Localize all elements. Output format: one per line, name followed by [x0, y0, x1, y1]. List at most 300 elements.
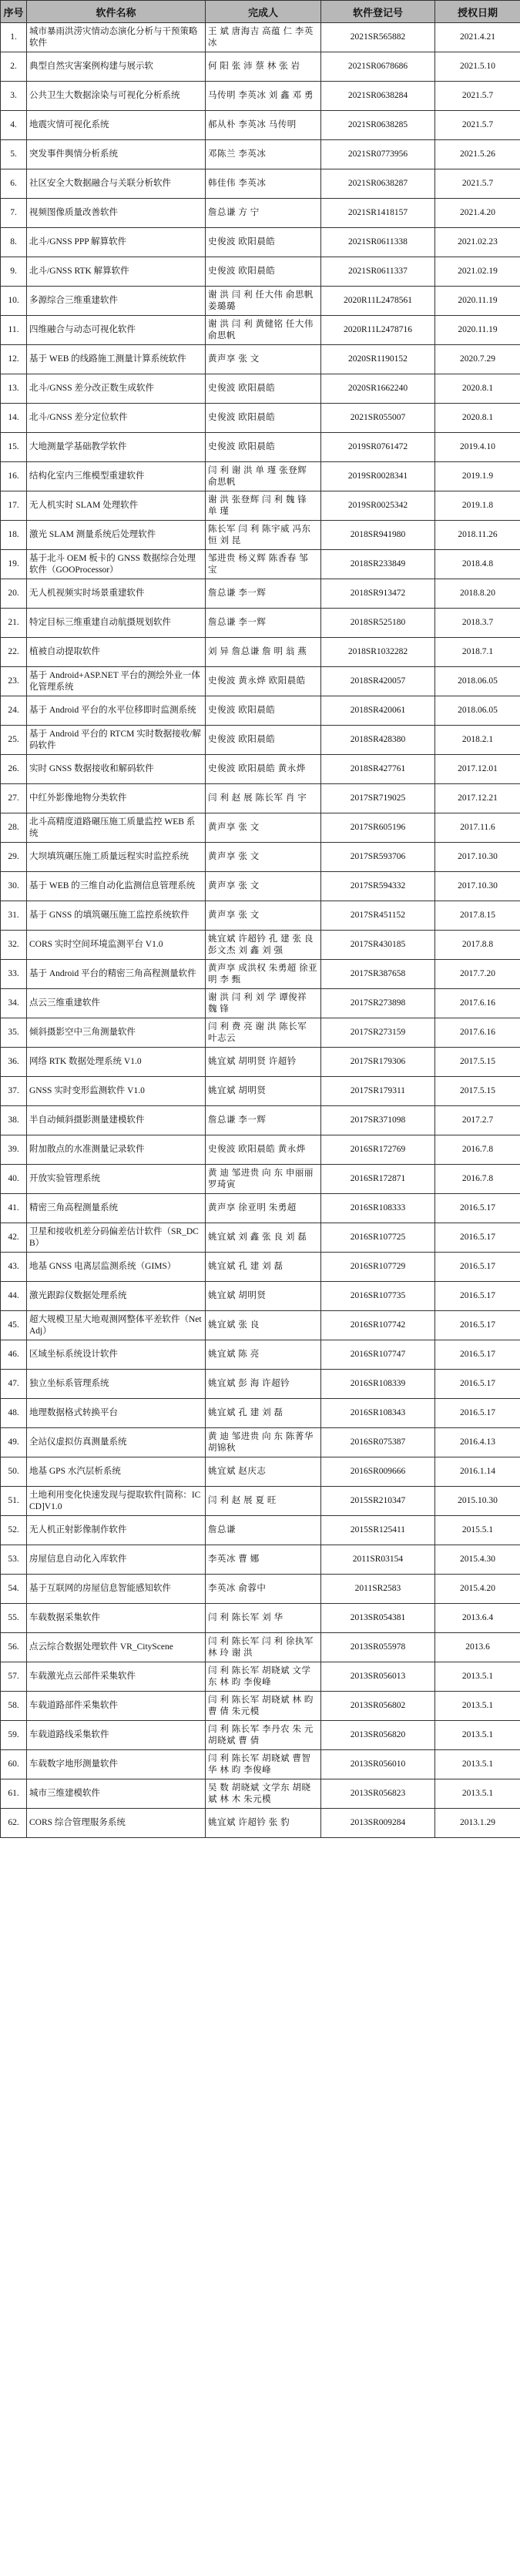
software-name-cell: 车载数字地形测量软件 — [27, 1750, 206, 1779]
authorization-date-cell: 2013.1.29 — [435, 1809, 520, 1838]
authorization-date-cell: 2016.5.17 — [435, 1223, 520, 1253]
column-header-registration-number: 软件登记号 — [321, 1, 435, 23]
registration-number-cell: 2018SR913472 — [321, 579, 435, 609]
authorization-date-cell: 2018.06.05 — [435, 667, 520, 696]
authorization-date-cell: 2019.1.9 — [435, 462, 520, 491]
authors-cell: 姚宜斌 许超钤 张 豹 — [206, 1809, 321, 1838]
registration-number-cell: 2017SR605196 — [321, 813, 435, 843]
table-row — [1, 169, 520, 199]
authors-cell: 闫 利 陈长军 闫 利 徐执军 林 玲 谢 洪 — [206, 1633, 321, 1662]
row-number-cell: 24. — [1, 696, 27, 726]
row-number-cell: 45. — [1, 1311, 27, 1340]
table-row — [1, 1282, 520, 1311]
software-name-cell: 车载道路部件采集软件 — [27, 1692, 206, 1721]
registration-number-cell: 2013SR056823 — [321, 1779, 435, 1809]
software-name-cell: CORS 实时空间环境监测平台 V1.0 — [27, 931, 206, 960]
authorization-date-cell: 2017.12.21 — [435, 784, 520, 813]
table-row — [1, 1721, 520, 1750]
software-name-cell: 精密三角高程测量系统 — [27, 1194, 206, 1223]
registration-number-cell: 2021SR1418157 — [321, 199, 435, 228]
authorization-date-cell: 2018.11.26 — [435, 521, 520, 550]
authorization-date-cell: 2017.5.15 — [435, 1077, 520, 1106]
table-row — [1, 287, 520, 316]
row-number-cell: 44. — [1, 1282, 27, 1311]
registration-number-cell: 2017SR593706 — [321, 843, 435, 872]
authorization-date-cell: 2016.1.14 — [435, 1457, 520, 1487]
authorization-date-cell: 2019.4.10 — [435, 433, 520, 462]
authors-cell: 黄声享 张 文 — [206, 345, 321, 374]
authorization-date-cell: 2016.5.17 — [435, 1311, 520, 1340]
authorization-date-cell: 2016.5.17 — [435, 1340, 520, 1370]
authorization-date-cell: 2017.8.15 — [435, 901, 520, 931]
registration-number-cell: 2016SR108339 — [321, 1370, 435, 1399]
registration-number-cell: 2011SR2583 — [321, 1575, 435, 1604]
authorization-date-cell: 2017.6.16 — [435, 1018, 520, 1048]
authorization-date-cell: 2017.10.30 — [435, 843, 520, 872]
registration-number-cell: 2021SR565882 — [321, 23, 435, 52]
authors-cell: 史俊波 欧阳晨皓 — [206, 726, 321, 755]
authorization-date-cell: 2018.4.8 — [435, 550, 520, 579]
authorization-date-cell: 2018.06.05 — [435, 696, 520, 726]
authors-cell: 史俊波 黄永烨 欧阳晨皓 — [206, 667, 321, 696]
table-row — [1, 960, 520, 989]
row-number-cell: 39. — [1, 1135, 27, 1165]
authorization-date-cell: 2017.7.20 — [435, 960, 520, 989]
table-row — [1, 491, 520, 521]
software-name-cell: 大地测量学基础教学软件 — [27, 433, 206, 462]
row-number-cell: 57. — [1, 1662, 27, 1692]
authors-cell: 谢 洪 闫 利 刘 学 谭俊祥 魏 锋 — [206, 989, 321, 1018]
software-name-cell: 独立坐标系管理系统 — [27, 1370, 206, 1399]
authors-cell: 闫 利 陈长军 胡晓斌 林 昀 曹 倩 朱元模 — [206, 1692, 321, 1721]
table-row — [1, 1779, 520, 1809]
table-row — [1, 462, 520, 491]
registration-number-cell: 2015SR210347 — [321, 1487, 435, 1516]
authors-cell: 马传明 李英冰 刘 鑫 邓 勇 — [206, 82, 321, 111]
authors-cell: 谢 洪 张登辉 闫 利 魏 锋 单 瑾 — [206, 491, 321, 521]
registration-number-cell: 2017SR387658 — [321, 960, 435, 989]
authorization-date-cell: 2021.02.23 — [435, 228, 520, 257]
authors-cell: 史俊波 欧阳晨皓 — [206, 257, 321, 287]
authorization-date-cell: 2020.8.1 — [435, 374, 520, 404]
row-number-cell: 8. — [1, 228, 27, 257]
table-row — [1, 1428, 520, 1457]
registration-number-cell: 2016SR108343 — [321, 1399, 435, 1428]
row-number-cell: 34. — [1, 989, 27, 1018]
table-row — [1, 316, 520, 345]
row-number-cell: 41. — [1, 1194, 27, 1223]
table-row — [1, 111, 520, 140]
row-number-cell: 31. — [1, 901, 27, 931]
table-row — [1, 813, 520, 843]
software-name-cell: 半自动倾斜摄影测量建模软件 — [27, 1106, 206, 1135]
table-row — [1, 1135, 520, 1165]
authorization-date-cell: 2013.5.1 — [435, 1750, 520, 1779]
registration-number-cell: 2018SR941980 — [321, 521, 435, 550]
table-row — [1, 1077, 520, 1106]
row-number-cell: 47. — [1, 1370, 27, 1399]
table-header — [1, 1, 520, 23]
registration-number-cell: 2017SR430185 — [321, 931, 435, 960]
authorization-date-cell: 2021.5.10 — [435, 52, 520, 82]
header-row — [1, 1, 520, 23]
software-name-cell: 植被自动提取软件 — [27, 638, 206, 667]
row-number-cell: 51. — [1, 1487, 27, 1516]
software-name-cell: 网络 RTK 数据处理系统 V1.0 — [27, 1048, 206, 1077]
row-number-cell: 37. — [1, 1077, 27, 1106]
authorization-date-cell: 2013.5.1 — [435, 1721, 520, 1750]
table-row — [1, 1692, 520, 1721]
software-name-cell: 城市三维建模软件 — [27, 1779, 206, 1809]
software-name-cell: 土地利用变化快速发现与提取软件[简称：ICCD]V1.0 — [27, 1487, 206, 1516]
column-header-number: 序号 — [1, 1, 27, 23]
software-name-cell: 车载道路线采集软件 — [27, 1721, 206, 1750]
authorization-date-cell: 2017.2.7 — [435, 1106, 520, 1135]
row-number-cell: 14. — [1, 404, 27, 433]
registration-number-cell: 2019SR0761472 — [321, 433, 435, 462]
authorization-date-cell: 2013.5.1 — [435, 1662, 520, 1692]
authors-cell: 姚宜斌 孔 建 刘 磊 — [206, 1253, 321, 1282]
row-number-cell: 9. — [1, 257, 27, 287]
authors-cell: 黄声享 徐亚明 朱勇超 — [206, 1194, 321, 1223]
authors-cell: 詹总谦 李一辉 — [206, 609, 321, 638]
row-number-cell: 19. — [1, 550, 27, 579]
registration-number-cell: 2018SR233849 — [321, 550, 435, 579]
registration-number-cell: 2017SR451152 — [321, 901, 435, 931]
row-number-cell: 10. — [1, 287, 27, 316]
authorization-date-cell: 2021.5.7 — [435, 169, 520, 199]
software-name-cell: 北斗高精度道路碾压施工质量监控 WEB 系统 — [27, 813, 206, 843]
authorization-date-cell: 2013.6 — [435, 1633, 520, 1662]
table-row — [1, 433, 520, 462]
authorization-date-cell: 2015.5.1 — [435, 1516, 520, 1545]
authorization-date-cell: 2016.5.17 — [435, 1253, 520, 1282]
authorization-date-cell: 2017.8.8 — [435, 931, 520, 960]
table-row — [1, 1516, 520, 1545]
table-row — [1, 784, 520, 813]
authors-cell: 史俊波 欧阳晨皓 — [206, 696, 321, 726]
authorization-date-cell: 2021.5.26 — [435, 140, 520, 169]
table-row — [1, 1106, 520, 1135]
table-row — [1, 521, 520, 550]
software-name-cell: 中红外影像地物分类软件 — [27, 784, 206, 813]
table-row — [1, 1370, 520, 1399]
authors-cell: 姚宜斌 胡明贤 许超钤 — [206, 1048, 321, 1077]
row-number-cell: 27. — [1, 784, 27, 813]
registration-number-cell: 2018SR525180 — [321, 609, 435, 638]
software-name-cell: 卫星和接收机差分码偏差估计软件（SR_DCB） — [27, 1223, 206, 1253]
row-number-cell: 4. — [1, 111, 27, 140]
registration-number-cell: 2016SR075387 — [321, 1428, 435, 1457]
registration-number-cell: 2021SR0611337 — [321, 257, 435, 287]
registration-number-cell: 2019SR0025342 — [321, 491, 435, 521]
authors-cell: 黄 迪 邹进贵 向 东 陈菁华 胡锦秋 — [206, 1428, 321, 1457]
software-name-cell: 北斗/GNSS 差分定位软件 — [27, 404, 206, 433]
registration-number-cell: 2021SR0638285 — [321, 111, 435, 140]
row-number-cell: 48. — [1, 1399, 27, 1428]
software-name-cell: 无人机视频实时场景重建软件 — [27, 579, 206, 609]
software-name-cell: 结构化室内三维模型重建软件 — [27, 462, 206, 491]
software-name-cell: 四维融合与动态可视化软件 — [27, 316, 206, 345]
table-row — [1, 1253, 520, 1282]
authors-cell: 史俊波 欧阳晨皓 — [206, 374, 321, 404]
table-row — [1, 1750, 520, 1779]
table-row — [1, 52, 520, 82]
software-name-cell: 北斗/GNSS PPP 解算软件 — [27, 228, 206, 257]
authors-cell: 姚宜斌 张 良 — [206, 1311, 321, 1340]
authors-cell: 陈长军 闫 利 陈宇威 冯东恒 刘 昆 — [206, 521, 321, 550]
software-name-cell: 点云综合数据处理软件 VR_CityScene — [27, 1633, 206, 1662]
registration-number-cell: 2017SR273898 — [321, 989, 435, 1018]
authorization-date-cell: 2021.02.19 — [435, 257, 520, 287]
row-number-cell: 12. — [1, 345, 27, 374]
table-row — [1, 843, 520, 872]
authors-cell: 史俊波 欧阳晨皓 — [206, 228, 321, 257]
registration-number-cell: 2018SR427761 — [321, 755, 435, 784]
authors-cell: 李英冰 曹 娜 — [206, 1545, 321, 1575]
authorization-date-cell: 2017.10.30 — [435, 872, 520, 901]
row-number-cell: 62. — [1, 1809, 27, 1838]
authorization-date-cell: 2017.5.15 — [435, 1048, 520, 1077]
row-number-cell: 13. — [1, 374, 27, 404]
row-number-cell: 11. — [1, 316, 27, 345]
registration-number-cell: 2016SR108333 — [321, 1194, 435, 1223]
row-number-cell: 26. — [1, 755, 27, 784]
table-row — [1, 638, 520, 667]
table-row — [1, 1399, 520, 1428]
table-row — [1, 23, 520, 52]
table-row — [1, 257, 520, 287]
row-number-cell: 1. — [1, 23, 27, 52]
row-number-cell: 52. — [1, 1516, 27, 1545]
registration-number-cell: 2018SR420057 — [321, 667, 435, 696]
authorization-date-cell: 2021.4.21 — [435, 23, 520, 52]
row-number-cell: 35. — [1, 1018, 27, 1048]
table-row — [1, 1018, 520, 1048]
row-number-cell: 25. — [1, 726, 27, 755]
authors-cell: 谢 洪 闫 利 任大伟 俞思帆 姜璐璐 — [206, 287, 321, 316]
row-number-cell: 18. — [1, 521, 27, 550]
row-number-cell: 7. — [1, 199, 27, 228]
registration-number-cell: 2016SR172769 — [321, 1135, 435, 1165]
registration-number-cell: 2019SR0028341 — [321, 462, 435, 491]
table-row — [1, 901, 520, 931]
authors-cell: 闫 利 陈长军 刘 华 — [206, 1604, 321, 1633]
registration-number-cell: 2016SR107725 — [321, 1223, 435, 1253]
authors-cell: 闫 利 陈长军 胡晓斌 曹智华 林 昀 李俊峰 — [206, 1750, 321, 1779]
registration-number-cell: 2021SR0678686 — [321, 52, 435, 82]
row-number-cell: 16. — [1, 462, 27, 491]
registration-number-cell: 2016SR172871 — [321, 1165, 435, 1194]
row-number-cell: 5. — [1, 140, 27, 169]
authors-cell: 詹总谦 李一辉 — [206, 579, 321, 609]
table-row — [1, 1604, 520, 1633]
software-name-cell: 北斗/GNSS RTK 解算软件 — [27, 257, 206, 287]
registration-number-cell: 2020SR1190152 — [321, 345, 435, 374]
registration-number-cell: 2013SR054381 — [321, 1604, 435, 1633]
authors-cell: 黄声享 张 文 — [206, 872, 321, 901]
software-name-cell: 基于 Android 平台的 RTCM 实时数据接收/解码软件 — [27, 726, 206, 755]
authorization-date-cell: 2016.5.17 — [435, 1282, 520, 1311]
registration-number-cell: 2013SR009284 — [321, 1809, 435, 1838]
authorization-date-cell: 2016.5.17 — [435, 1194, 520, 1223]
authors-cell: 史俊波 欧阳晨皓 黄永烨 — [206, 1135, 321, 1165]
authorization-date-cell: 2021.5.7 — [435, 111, 520, 140]
software-name-cell: 激光 SLAM 测量系统后处理软件 — [27, 521, 206, 550]
registration-number-cell: 2015SR125411 — [321, 1516, 435, 1545]
software-name-cell: 城市暴雨洪涝灾情动态演化分析与干预策略软件 — [27, 23, 206, 52]
software-name-cell: 突发事件舆情分析系统 — [27, 140, 206, 169]
authors-cell: 姚宜斌 胡明贤 — [206, 1282, 321, 1311]
authors-cell: 何 阳 张 沛 蔡 林 张 岩 — [206, 52, 321, 82]
authorization-date-cell: 2017.12.01 — [435, 755, 520, 784]
row-number-cell: 28. — [1, 813, 27, 843]
software-name-cell: 社区安全大数据融合与关联分析软件 — [27, 169, 206, 199]
column-header-authorization-date: 授权日期 — [435, 1, 520, 23]
authorization-date-cell: 2021.4.20 — [435, 199, 520, 228]
authorization-date-cell: 2015.10.30 — [435, 1487, 520, 1516]
authors-cell: 闫 利 赵 展 夏 旺 — [206, 1487, 321, 1516]
authors-cell: 刘 异 詹总谦 詹 明 翁 燕 — [206, 638, 321, 667]
table-row — [1, 1457, 520, 1487]
authorization-date-cell: 2020.11.19 — [435, 287, 520, 316]
authorization-date-cell: 2017.6.16 — [435, 989, 520, 1018]
row-number-cell: 30. — [1, 872, 27, 901]
registration-number-cell: 2017SR594332 — [321, 872, 435, 901]
authors-cell: 黄声享 张 文 — [206, 813, 321, 843]
software-name-cell: 特定目标三维重建自动航摄规划软件 — [27, 609, 206, 638]
table-row — [1, 1048, 520, 1077]
authors-cell: 邓陈兰 李英冰 — [206, 140, 321, 169]
row-number-cell: 50. — [1, 1457, 27, 1487]
software-name-cell: 车载激光点云部件采集软件 — [27, 1662, 206, 1692]
software-name-cell: 激光跟踪仪数据处理系统 — [27, 1282, 206, 1311]
authorization-date-cell: 2016.7.8 — [435, 1165, 520, 1194]
registration-number-cell: 2011SR03154 — [321, 1545, 435, 1575]
table-row — [1, 374, 520, 404]
authors-cell: 谢 洪 闫 利 黄健铭 任大伟 俞思帆 — [206, 316, 321, 345]
row-number-cell: 40. — [1, 1165, 27, 1194]
authors-cell: 詹总谦 李一辉 — [206, 1106, 321, 1135]
row-number-cell: 42. — [1, 1223, 27, 1253]
authors-cell: 闫 利 赵 展 陈长军 肖 宇 — [206, 784, 321, 813]
authorization-date-cell: 2018.2.1 — [435, 726, 520, 755]
registration-number-cell: 2016SR107729 — [321, 1253, 435, 1282]
row-number-cell: 60. — [1, 1750, 27, 1779]
software-name-cell: 北斗/GNSS 差分改正数生成软件 — [27, 374, 206, 404]
authors-cell: 史俊波 欧阳晨皓 黄永烨 — [206, 755, 321, 784]
table-row — [1, 1487, 520, 1516]
row-number-cell: 43. — [1, 1253, 27, 1282]
software-name-cell: 基于 Android+ASP.NET 平台的测绘外业一体化管理系统 — [27, 667, 206, 696]
registration-number-cell: 2018SR420061 — [321, 696, 435, 726]
row-number-cell: 29. — [1, 843, 27, 872]
authors-cell: 黄声享 张 文 — [206, 901, 321, 931]
column-header-software-name: 软件名称 — [27, 1, 206, 23]
registration-number-cell: 2013SR055978 — [321, 1633, 435, 1662]
software-name-cell: 实时 GNSS 数据接收和解码软件 — [27, 755, 206, 784]
table-row — [1, 726, 520, 755]
authorization-date-cell: 2015.4.30 — [435, 1545, 520, 1575]
software-name-cell: 点云三维重建软件 — [27, 989, 206, 1018]
authors-cell: 闫 利 费 亮 谢 洪 陈长军 叶志云 — [206, 1018, 321, 1048]
authors-cell: 姚宜斌 许超钤 孔 建 张 良 彭文杰 刘 鑫 刘 强 — [206, 931, 321, 960]
authors-cell: 吴 数 胡晓斌 文学东 胡晓斌 林 木 朱元模 — [206, 1779, 321, 1809]
software-name-cell: 视频图像质量改善软件 — [27, 199, 206, 228]
registration-number-cell: 2018SR1032282 — [321, 638, 435, 667]
registration-number-cell: 2017SR179311 — [321, 1077, 435, 1106]
row-number-cell: 2. — [1, 52, 27, 82]
software-name-cell: 基于互联网的房屋信息智能感知软件 — [27, 1575, 206, 1604]
table-row — [1, 140, 520, 169]
registration-number-cell: 2021SR0638287 — [321, 169, 435, 199]
authors-cell: 王 斌 唐海吉 高蕴 仁 李英冰 — [206, 23, 321, 52]
registration-number-cell: 2021SR0638284 — [321, 82, 435, 111]
authorization-date-cell: 2020.11.19 — [435, 316, 520, 345]
authorization-date-cell: 2017.11.6 — [435, 813, 520, 843]
registration-number-cell: 2018SR428380 — [321, 726, 435, 755]
table-row — [1, 199, 520, 228]
authors-cell: 黄声享 成洪权 朱勇超 徐亚明 李 甄 — [206, 960, 321, 989]
authorization-date-cell: 2016.4.13 — [435, 1428, 520, 1457]
software-name-cell: 基于 GNSS 的填筑碾压施工监控系统软件 — [27, 901, 206, 931]
table-row — [1, 1194, 520, 1223]
software-name-cell: 全站仪虚拟仿真测量系统 — [27, 1428, 206, 1457]
row-number-cell: 15. — [1, 433, 27, 462]
row-number-cell: 38. — [1, 1106, 27, 1135]
software-name-cell: 典型自然灾害案例构建与展示软 — [27, 52, 206, 82]
authorization-date-cell: 2018.3.7 — [435, 609, 520, 638]
software-name-cell: 超大规模卫星大地观测网整体平差软件（NetAdj） — [27, 1311, 206, 1340]
registration-number-cell: 2016SR107735 — [321, 1282, 435, 1311]
authors-cell: 姚宜斌 孔 建 刘 磊 — [206, 1399, 321, 1428]
table-row — [1, 1809, 520, 1838]
registration-number-cell: 2013SR056802 — [321, 1692, 435, 1721]
software-name-cell: 开放实验管理系统 — [27, 1165, 206, 1194]
authors-cell: 姚宜斌 彭 海 许超钤 — [206, 1370, 321, 1399]
table-row — [1, 1311, 520, 1340]
row-number-cell: 59. — [1, 1721, 27, 1750]
table-row — [1, 404, 520, 433]
table-body — [1, 23, 520, 1838]
table-row — [1, 696, 520, 726]
software-name-cell: 基于 WEB 的三维自动化监测信息管理系统 — [27, 872, 206, 901]
software-name-cell: 基于 Android 平台的水平位移即时监测系统 — [27, 696, 206, 726]
authors-cell: 姚宜斌 胡明贤 — [206, 1077, 321, 1106]
authorization-date-cell: 2016.5.17 — [435, 1399, 520, 1428]
registration-number-cell: 2020R11L2478716 — [321, 316, 435, 345]
row-number-cell: 6. — [1, 169, 27, 199]
table-row — [1, 228, 520, 257]
authorization-date-cell: 2013.5.1 — [435, 1779, 520, 1809]
software-name-cell: 公共卫生大数据涂染与可视化分析系统 — [27, 82, 206, 111]
authors-cell: 邹进贵 杨义辉 陈香春 邹 宝 — [206, 550, 321, 579]
authorization-date-cell: 2013.5.1 — [435, 1692, 520, 1721]
row-number-cell: 55. — [1, 1604, 27, 1633]
table-row — [1, 872, 520, 901]
row-number-cell: 32. — [1, 931, 27, 960]
table-row — [1, 1165, 520, 1194]
authorization-date-cell: 2018.7.1 — [435, 638, 520, 667]
software-name-cell: 基于北斗 OEM 板卡的 GNSS 数据综合处理软件（GOOProcessor） — [27, 550, 206, 579]
row-number-cell: 21. — [1, 609, 27, 638]
authors-cell: 姚宜斌 刘 鑫 张 良 刘 磊 — [206, 1223, 321, 1253]
registration-number-cell: 2013SR056013 — [321, 1662, 435, 1692]
table-row — [1, 609, 520, 638]
authors-cell: 闫 利 谢 洪 单 瑾 张登辉 俞思帆 — [206, 462, 321, 491]
row-number-cell: 46. — [1, 1340, 27, 1370]
table-row — [1, 1223, 520, 1253]
